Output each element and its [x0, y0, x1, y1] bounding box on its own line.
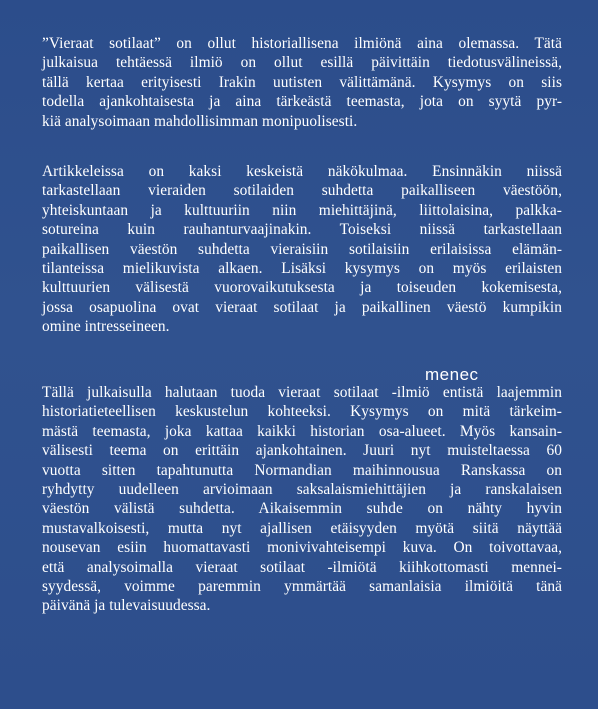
paragraph-3-line: historiatieteellisen keskustelun kohteeksi. Kysymys on mitä tärkeim- — [42, 403, 562, 421]
paragraph-3-line: ryhdytty uudelleen arvioimaan saksalaismiehittäjien ja ranskalaisen — [42, 481, 562, 499]
paragraph-2-line: kulttuurien välisestä vuorovaikutuksesta ja toiseuden kokemisesta, — [42, 279, 562, 297]
paragraph-3-line: vuotta sitten tapahtunutta Normandian maihinnousua Ranskassa on — [42, 461, 562, 479]
paragraph-1-line: kiä analysoimaan mahdollisimman monipuolisesti. — [42, 112, 358, 130]
paragraph-3 — [42, 383, 562, 616]
paragraph-1-line: tällä kertaa erityisesti Irakin uutisten välittämänä. Kysymys on siis — [42, 73, 562, 91]
paragraph-2-line: Artikkeleissa on kaksi keskeistä näkökulmaa. Ensinnäkin niissä — [42, 163, 562, 180]
paragraph-3-line: välisesti teema on erittäin ajankohtainen. Juuri nyt muisteltaessa 60 — [42, 442, 562, 460]
paragraph-3-line: mustavalkoisesti, mutta nyt ajallisen etäisyyden myötä siitä näyttää — [42, 519, 562, 537]
paragraph-2-line: sotureina kuin rauhanturvaajinakin. Toiseksi niissä tarkastellaan — [42, 221, 562, 239]
paragraph-3-line: että analysoimalla vieraat sotilaat -ilmiötä kiihkottomasti mennei- — [42, 558, 562, 576]
paragraph-2-line: omine intresseineen. — [42, 318, 170, 336]
paragraph-3-line: syydessä, voimme paremmin ymmärtää samanlaisia ilmiöitä tänä — [42, 578, 562, 596]
paragraph-3-line: nousevan esiin huomattavasti monivivahteisempi kuva. On toivottavaa, — [42, 539, 562, 557]
paragraph-2 — [42, 162, 562, 337]
paragraph-2-line: tarkastellaan vieraiden sotilaiden suhdetta paikalliseen väestöön, — [42, 182, 562, 200]
paragraph-1 — [42, 34, 562, 131]
paragraph-3-line: Tällä julkaisulla halutaan tuoda vieraat sotilaat -ilmiö entistä laajemmin — [42, 384, 562, 401]
paragraph-2-line: tilanteissa mielikuvista alkaen. Lisäksi kysymys on myös erilaisten — [42, 260, 562, 278]
paragraph-3-line: mästä teemasta, joka kattaa kaikki historian osa-alueet. Myös kansain- — [42, 422, 562, 440]
paragraph-3-line: väestön välistä suhdetta. Aikaisemmin suhde on nähty hyvin — [42, 500, 562, 518]
paragraph-2-line: yhteiskuntaan ja kulttuuriin niin miehittäjinä, liittolaisina, palkka- — [42, 201, 562, 219]
paragraph-1-line: ”Vieraat sotilaat” on ollut historiallisena ilmiönä aina olemassa. Tätä — [42, 35, 562, 52]
paragraph-2-line: jossa osapuolina ovat vieraat sotilaat ja paikallinen väestö kumpikin — [42, 298, 562, 316]
paragraph-2-line: paikallisen väestön suhdetta vieraisiin sotilaisiin erilaisissa elämän- — [42, 240, 562, 258]
paragraph-3-line: päivänä ja tulevaisuudessa. — [42, 597, 211, 615]
watermark-logo: menec — [425, 365, 479, 384]
paragraph-1-line: todella ajankohtaisesta ja aina tärkeästä teemasta, jota on syytä pyr- — [42, 93, 562, 111]
paragraph-1-line: julkaisua tehtäessä ilmiö on ollut esillä päivittäin tiedotusvälineissä, — [42, 54, 562, 72]
